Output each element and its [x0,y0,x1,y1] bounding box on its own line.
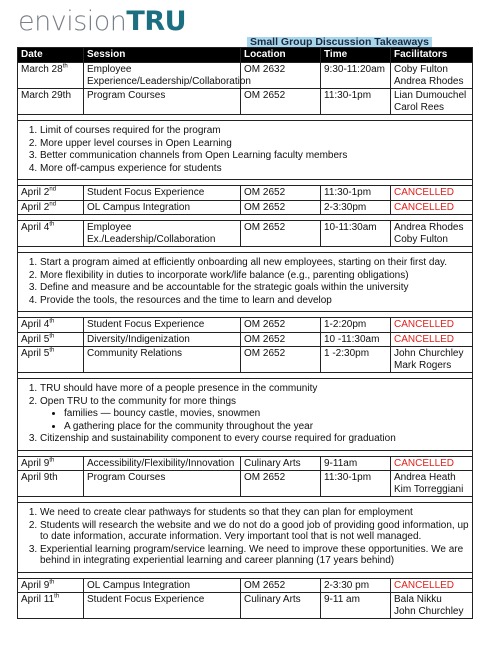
takeaways-row [18,121,473,180]
date-cell [18,456,84,471]
cancelled-status: CANCELLED [394,457,455,469]
date-suffix: nd [49,186,57,193]
table-row [18,221,473,247]
table-row [18,332,473,347]
date-suffix: nd [49,201,57,208]
date-text: April 4 [21,222,50,233]
cancelled-status: CANCELLED [394,333,455,345]
time-cell: 10-11:30am [321,221,391,247]
takeaways-list [21,257,469,306]
location-cell: OM 2652 [241,89,321,115]
date-cell [18,89,84,115]
date-suffix: th [49,347,55,354]
table-row [18,578,473,593]
facilitator-name: John Churchley [394,605,464,617]
logo-light-text: envision [18,6,127,37]
takeaway-text: Limit of courses required for the program [40,125,221,136]
location-cell: OM 2652 [241,200,321,215]
facilitator-name: Kim Torreggiani [394,483,464,495]
session-cell: Program Courses [84,471,241,497]
facilitators-cell [391,89,473,115]
facilitator-name: Andrea Heath [394,472,456,483]
takeaways-cell [18,503,473,573]
date-text: April 5 [21,333,50,345]
date-text: April 2 [21,187,50,198]
table-body [18,63,473,619]
facilitators-cell [391,63,473,89]
takeaway-text: Define and measure and be accountable for the strategic goals within the university [40,282,409,293]
takeaways-list [21,125,469,174]
cancelled-status: CANCELLED [394,187,455,198]
table-row [18,200,473,215]
facilitators-cell [391,332,473,347]
date-suffix: th [49,318,55,325]
takeaway-item [40,125,469,137]
table-row [18,456,473,471]
location-cell: OM 2652 [241,221,321,247]
date-cell [18,318,84,333]
date-text: March 29th [21,90,72,101]
table-row [18,63,473,89]
takeaway-item [40,138,469,150]
takeaways-list [21,507,469,567]
envisiontru-logo [18,6,186,38]
column-header: Facilitators [391,48,473,63]
session-cell: OL Campus Integration [84,200,241,215]
cancelled-status: CANCELLED [394,201,455,213]
takeaways-row [18,379,473,451]
location-cell: OM 2652 [241,471,321,497]
time-cell: 1-2:20pm [321,318,391,333]
takeaway-item [40,150,469,162]
facilitator-name: Bala Nikku [394,594,442,605]
session-cell: Employee Ex./Leadership/Collaboration [84,221,241,247]
takeaway-item [40,383,469,395]
takeaway-subitem: • A gathering place for the community throughout the year [64,421,469,433]
takeaway-item [40,270,469,282]
facilitators-cell [391,318,473,333]
location-cell: Culinary Arts [241,456,321,471]
date-suffix: th [49,221,55,228]
facilitator-name: Carol Rees [394,101,445,113]
table-row [18,89,473,115]
time-cell: 2-3:30pm [321,200,391,215]
facilitators-cell [391,593,473,619]
page-subtitle: Small Group Discussion Takeaways [247,37,432,48]
date-suffix: th [62,63,68,70]
takeaway-text: Start a program aimed at efficiently onboarding all new employees, starting on their first day. [40,257,448,268]
takeaway-text: Citizenship and sustainability component to every course required for graduation [40,433,396,444]
cancelled-status: CANCELLED [394,579,455,591]
takeaway-item [40,544,469,567]
date-suffix: th [49,457,55,464]
time-cell: 9-11 am [321,593,391,619]
time-cell: 9:30-11:20am [321,63,391,89]
location-cell: OM 2652 [241,186,321,201]
location-cell: Culinary Arts [241,593,321,619]
facilitators-cell [391,200,473,215]
table-row [18,347,473,373]
date-text: April 9 [21,579,50,591]
takeaway-text: TRU should have more of a people presence in the community [40,383,318,394]
facilitators-cell [391,456,473,471]
takeaways-row [18,253,473,312]
column-header: Time [321,48,391,63]
date-text: April 9th [21,472,58,483]
takeaways-cell [18,121,473,180]
takeaway-item [40,396,469,433]
location-cell: OM 2652 [241,318,321,333]
date-text: April 11 [21,594,55,605]
facilitators-cell [391,221,473,247]
column-header: Date [18,48,84,63]
column-header: Session [84,48,241,63]
facilitators-cell [391,471,473,497]
takeaway-item [40,520,469,543]
date-cell [18,471,84,497]
session-cell: Student Focus Experience [84,593,241,619]
takeaways-cell [18,253,473,312]
facilitator-name: Lian Dumouchel [394,90,467,101]
date-text: April 2 [21,201,50,213]
takeaways-cell [18,379,473,451]
date-cell [18,221,84,247]
facilitator-name: Andrea Rhodes [394,75,464,87]
facilitators-cell [391,347,473,373]
takeaway-text: More flexibility in duties to incorporate work/life balance (e.g., parenting obligations) [40,269,409,281]
takeaway-text: More off-campus experience for students [40,162,222,174]
facilitators-cell [391,578,473,593]
takeaway-text: Better communication channels from Open Learning faculty members [40,150,348,161]
facilitator-name: Mark Rogers [394,359,452,371]
date-cell [18,186,84,201]
takeaway-text: We need to create clear pathways for students so that they can plan for employment [40,507,413,518]
session-cell: Diversity/Indigenization [84,332,241,347]
session-cell: Accessibility/Flexibility/Innovation [84,456,241,471]
column-header: Location [241,48,321,63]
sessions-table [17,47,473,619]
time-cell: 11:30-1pm [321,89,391,115]
table-header-row [18,48,473,63]
date-text: April 9 [21,457,50,469]
time-cell: 11:30-1pm [321,186,391,201]
facilitators-cell [391,186,473,201]
takeaway-text: More upper level courses in Open Learning [40,137,232,149]
date-cell [18,332,84,347]
takeaway-item [40,507,469,519]
takeaway-sublist [40,408,469,432]
session-cell: Employee Experience/Leadership/Collaboration [84,63,241,89]
logo-bold-text: TRU [126,6,187,37]
takeaway-text: Provide the tools, the resources and the time to learn and develop [40,294,332,306]
table-row [18,318,473,333]
time-cell: 11:30-1pm [321,471,391,497]
takeaway-item [40,282,469,294]
takeaway-text: Experiential learning program/service learning. We need to improve these opportunities. We are behind in integrating experiential learning and career planning (17 years behind) [40,543,464,566]
facilitator-name: Andrea Rhodes [394,222,464,233]
session-cell: Community Relations [84,347,241,373]
date-text: April 5 [21,348,50,359]
date-suffix: th [49,333,55,340]
date-cell [18,63,84,89]
date-cell [18,200,84,215]
takeaway-text: Students will research the website and we do not do a good job of providing good information, up to date information, accurate information. Very important tool that is not well managed. [40,519,469,542]
session-cell: Program Courses [84,89,241,115]
location-cell: OM 2632 [241,63,321,89]
facilitator-name: Coby Fulton [394,64,448,75]
time-cell: 1 -2:30pm [321,347,391,373]
table-row [18,471,473,497]
session-cell: Student Focus Experience [84,186,241,201]
session-cell: Student Focus Experience [84,318,241,333]
location-cell: OM 2652 [241,578,321,593]
date-cell [18,578,84,593]
time-cell: 10 -11:30am [321,332,391,347]
takeaways-list [21,383,469,445]
date-text: March 28 [21,64,63,75]
takeaway-item [40,163,469,175]
takeaway-item [40,433,469,445]
session-cell: OL Campus Integration [84,578,241,593]
takeaway-item [40,295,469,307]
location-cell: OM 2652 [241,347,321,373]
facilitator-name: John Churchley [394,348,464,359]
date-suffix: th [54,593,60,600]
table-row [18,593,473,619]
takeaway-item [40,257,469,269]
facilitator-name: Coby Fulton [394,233,448,245]
takeaways-row [18,503,473,573]
cancelled-status: CANCELLED [394,319,455,330]
table-row [18,186,473,201]
location-cell: OM 2652 [241,332,321,347]
time-cell: 9-11am [321,456,391,471]
date-suffix: th [49,579,55,586]
date-text: April 4 [21,319,50,330]
takeaway-subitem: • families — bouncy castle, movies, snowmen [64,408,469,420]
time-cell: 2-3:30 pm [321,578,391,593]
date-cell [18,347,84,373]
takeaway-text: Open TRU to the community for more things [40,395,237,407]
date-cell [18,593,84,619]
